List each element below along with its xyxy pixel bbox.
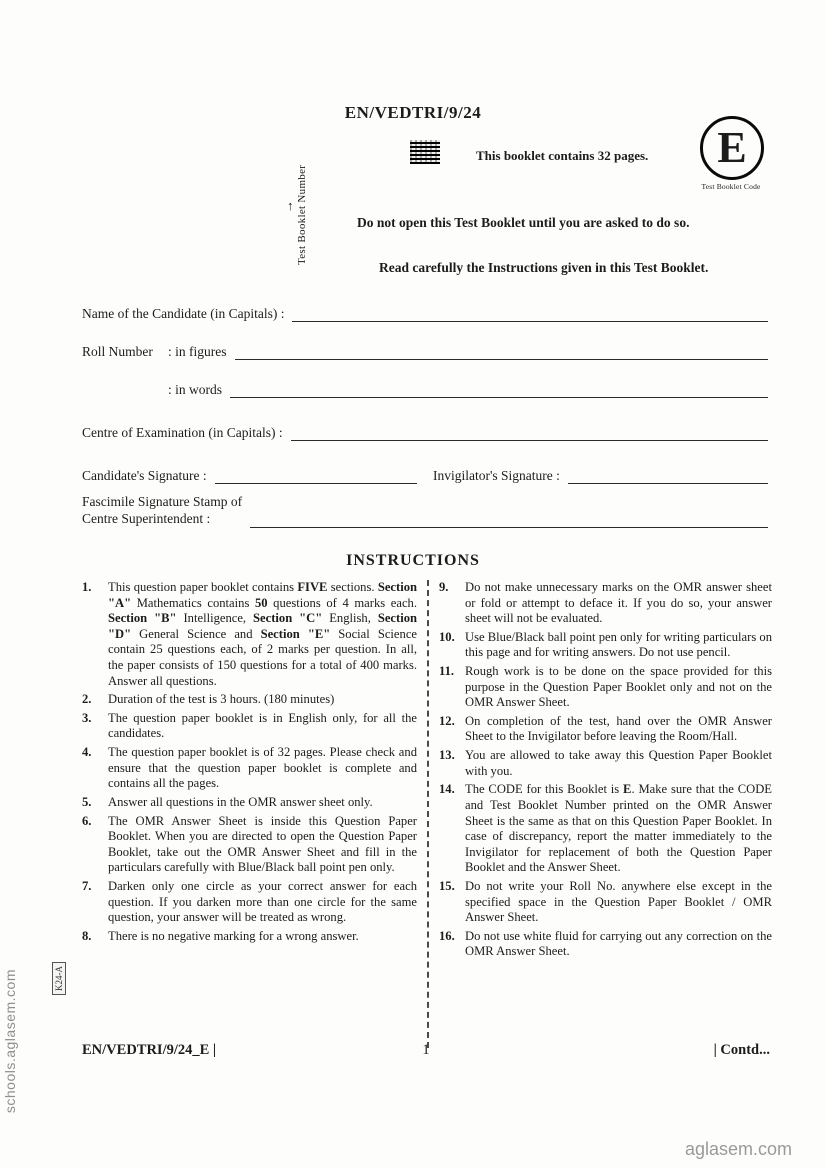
instruction-text: The OMR Answer Sheet is inside this Question Paper Booklet. When you are directed to open the Question Paper Booklet, take out the OMR Answer Sheet and fill in the particulars carefully with Blue/Black ball point pen only. <box>108 813 417 875</box>
left-watermark: schools.aglasem.com <box>2 968 18 1113</box>
instruction-number: 7. <box>82 878 92 893</box>
facsimile-fill-line <box>250 526 768 528</box>
roll-words-label: : in words <box>168 382 222 397</box>
instruction-number: 11. <box>439 664 455 679</box>
instruction-item <box>82 692 417 708</box>
instruction-text: The question paper booklet is of 32 pages. Please check and ensure that the question paper booklet is complete and contains all the pages. <box>108 745 417 791</box>
instruction-number: 5. <box>82 794 92 809</box>
instruction-number: 15. <box>439 878 455 893</box>
centre-fill-line <box>291 439 768 441</box>
instructions-right-column <box>427 580 772 1048</box>
pages-note: This booklet contains 32 pages. <box>476 148 649 163</box>
instruction-item <box>439 664 772 711</box>
do-not-open-notice: Do not open this Test Booklet until you are asked to do so. <box>357 215 690 230</box>
test-booklet-number-label: Test Booklet Number <box>296 164 308 265</box>
instruction-item <box>82 795 417 811</box>
page-footer <box>82 1042 770 1059</box>
up-arrow-icon: ↑ <box>287 198 294 213</box>
instruction-number: 1. <box>82 580 92 594</box>
instruction-item <box>82 814 417 876</box>
instructions-columns <box>82 580 772 1048</box>
candidate-signature-fill-line <box>215 482 417 484</box>
spine-code: K24-A <box>52 962 66 995</box>
instruction-item <box>82 929 417 945</box>
instruction-text: Duration of the test is 3 hours. (180 minutes) <box>108 692 335 707</box>
barcode-image <box>410 140 440 164</box>
instruction-item <box>439 630 772 661</box>
instruction-text: There is no negative marking for a wrong answer. <box>108 928 359 943</box>
facsimile-row <box>82 494 768 528</box>
instruction-number: 2. <box>82 692 92 707</box>
roll-number-figures-row <box>82 344 768 360</box>
instruction-number: 6. <box>82 813 92 828</box>
roll-words-fill-line <box>230 396 768 398</box>
roll-figures-fill-line <box>235 358 769 360</box>
instruction-text: On completion of the test, hand over the OMR Answer Sheet to the Invigilator before leaving the Room/Hall. <box>465 713 772 744</box>
instruction-text: This question paper booklet contains FIVE sections. Section "A" Mathematics contains 50 questions of 4 marks each. Section "B" Intelligence, Section "C" English, Section "D" General Science and Section "E" Social Science contain 25 questions each, of 2 marks per question. In all, the paper consists of 150 questions for a total of 400 marks. Answer all questions. <box>108 580 418 688</box>
booklet-code-circle <box>700 116 764 180</box>
signatures-row <box>82 468 768 484</box>
instruction-item <box>439 580 772 627</box>
instruction-number: 3. <box>82 710 92 725</box>
instruction-item <box>82 711 417 742</box>
instruction-number: 12. <box>439 713 455 728</box>
instruction-item <box>439 879 772 926</box>
instruction-item <box>439 782 772 876</box>
instruction-number: 8. <box>82 928 92 943</box>
instruction-number: 4. <box>82 745 92 760</box>
instruction-text: You are allowed to take away this Question Paper Booklet with you. <box>465 748 772 778</box>
candidate-signature-label: Candidate's Signature : <box>82 468 207 483</box>
candidate-name-row <box>82 306 768 322</box>
booklet-code-letter: E <box>717 123 747 172</box>
candidate-signature-group <box>82 468 417 484</box>
invigilator-signature-fill-line <box>568 482 768 484</box>
instruction-text: Darken only one circle as your correct answer for each question. If you darken more than one circle for the same question, your answer will be treated as wrong. <box>108 878 417 925</box>
facsimile-label-line2: Centre Superintendent : <box>82 510 211 526</box>
footer-page-number: 1 <box>422 1042 430 1058</box>
bottom-right-watermark: aglasem.com <box>684 1139 792 1159</box>
footer-contd: | Contd... <box>713 1042 770 1058</box>
candidate-name-fill-line <box>292 320 768 322</box>
instruction-text: Answer all questions in the OMR answer sheet only. <box>108 794 373 809</box>
roll-figures-label: : in figures <box>168 344 227 359</box>
instruction-item <box>82 879 417 926</box>
instruction-item <box>439 714 772 745</box>
facsimile-label <box>82 494 242 528</box>
instruction-item <box>82 745 417 792</box>
facsimile-label-line1: Fascimile Signature Stamp of <box>82 494 243 509</box>
instruction-number: 16. <box>439 928 455 943</box>
footer-paper-code: EN/VEDTRI/9/24_E | <box>82 1042 217 1058</box>
invigilator-signature-group <box>433 468 768 484</box>
instruction-text: Rough work is to be done on the space provided for this purpose in the Question Paper Booklet only and not on the OMR Answer Sheet. <box>465 664 772 710</box>
instruction-text: The question paper booklet is in English only, for all the candidates. <box>108 710 417 741</box>
centre-label: Centre of Examination (in Capitals) : <box>82 425 283 440</box>
roll-number-words-row <box>82 382 768 398</box>
instruction-number: 13. <box>439 748 455 763</box>
instruction-item <box>439 929 772 960</box>
instruction-text: The CODE for this Booklet is E. Make sure that the CODE and Test Booklet Number printed on the OMR Answer Sheet is the same as that on this Question Paper Booklet. In case of discrepancy, report the matter immediately to the Invigilator for replacement of both the Question Paper Booklet and the Answer Sheet. <box>465 782 772 875</box>
instruction-text: Do not use white fluid for carrying out any correction on the OMR Answer Sheet. <box>465 928 772 959</box>
instruction-text: Do not write your Roll No. anywhere else except in the specified space in the Question Paper Booklet / OMR Answer Sheet. <box>465 878 772 925</box>
instruction-number: 9. <box>439 580 449 594</box>
instruction-number: 14. <box>439 782 455 797</box>
instruction-text: Use Blue/Black ball point pen only for writing particulars on this page and for writing answers. Do not use pencil. <box>465 629 772 660</box>
paper-code: EN/VEDTRI/9/24 <box>344 103 482 122</box>
instruction-number: 10. <box>439 629 455 644</box>
read-carefully-notice: Read carefully the Instructions given in this Test Booklet. <box>379 260 709 275</box>
instructions-title: INSTRUCTIONS <box>346 552 480 569</box>
invigilator-signature-label: Invigilator's Signature : <box>433 468 560 483</box>
roll-number-label: Roll Number <box>82 344 153 359</box>
booklet-code-caption: Test Booklet Code <box>701 182 761 191</box>
instructions-left-column <box>82 580 427 1048</box>
instruction-item <box>82 580 417 689</box>
candidate-name-label: Name of the Candidate (in Capitals) : <box>82 306 285 321</box>
centre-row <box>82 425 768 441</box>
instruction-item <box>439 748 772 779</box>
instruction-text: Do not make unnecessary marks on the OMR answer sheet or fold or attempt to deface it. If you do so, your answer sheet will not be evaluated. <box>465 580 772 626</box>
